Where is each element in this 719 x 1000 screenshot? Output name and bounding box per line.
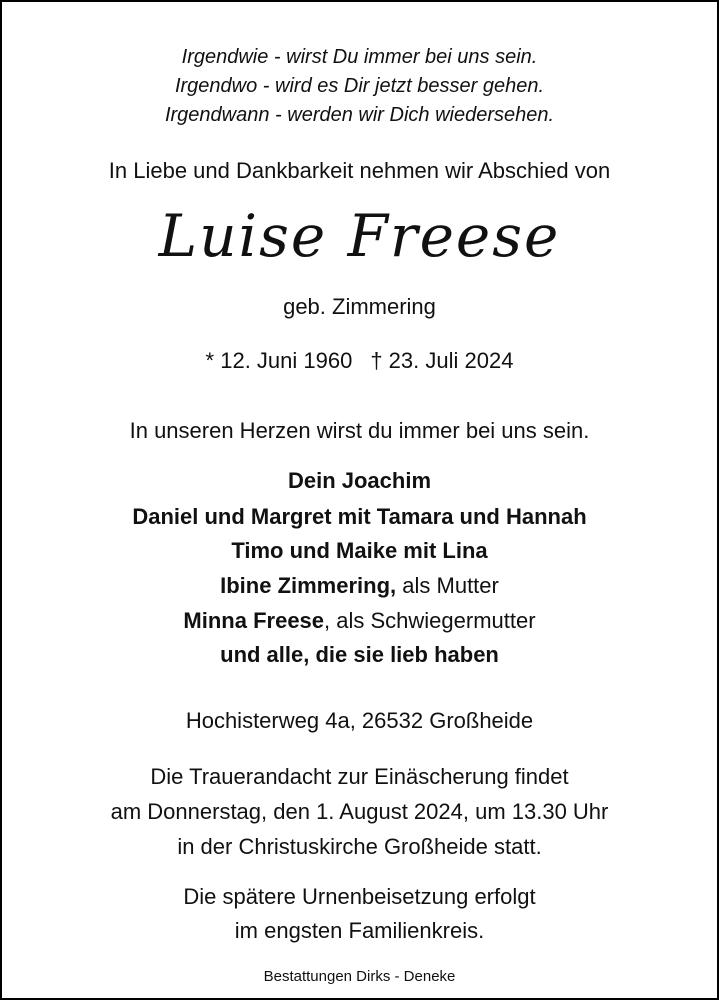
life-dates (2, 348, 717, 374)
mourner-4-name: Ibine Zimmering, (220, 573, 397, 598)
poem-line-1: Irgendwie - wirst Du immer bei uns sein. (181, 46, 538, 68)
service-line-2: am Donnerstag, den 1. August 2024, um 13.30 Uhr (110, 799, 609, 824)
service-line-3: in der Christuskirche Großheide statt. (177, 834, 542, 859)
burial-line-2: im engsten Familienkreis. (234, 918, 485, 943)
mourner-line-6: und alle, die sie lieb haben (220, 642, 499, 667)
maiden-name: geb. Zimmering (283, 294, 436, 319)
service-line-1: Die Trauerandacht zur Einäscherung findet (150, 764, 569, 789)
mourner-line-2: Daniel und Margret mit Tamara und Hannah (132, 504, 587, 529)
mourner-5-name: Minna Freese (183, 608, 325, 633)
funeral-home: Bestattungen Dirks - Deneke (263, 968, 456, 985)
poem-line-2: Irgendwo - wird es Dir jetzt besser gehen. (174, 75, 545, 97)
birth-date: * 12. Juni 1960 (205, 348, 353, 373)
deceased-name: Luise Freese (158, 202, 561, 270)
mourner-line-1: Dein Joachim (287, 468, 432, 493)
mourner-4-role: als Mutter (396, 573, 499, 598)
mourner-line-4 (2, 573, 717, 599)
mourner-line-3: Timo und Maike mit Lina (231, 538, 488, 563)
address-text: Hochisterweg 4a, 26532 Großheide (185, 708, 534, 733)
intro-text: In Liebe und Dankbarkeit nehmen wir Abschied von (108, 158, 611, 183)
burial-line-1: Die spätere Urnenbeisetzung erfolgt (183, 884, 536, 909)
poem-line-3: Irgendwann - werden wir Dich wiedersehen. (164, 104, 555, 126)
mourner-5-role: , als Schwiegermutter (324, 608, 536, 633)
death-date: † 23. Juli 2024 (370, 348, 514, 373)
quote-text: In unseren Herzen wirst du immer bei uns sein. (129, 418, 590, 443)
mourner-line-5 (2, 608, 717, 634)
